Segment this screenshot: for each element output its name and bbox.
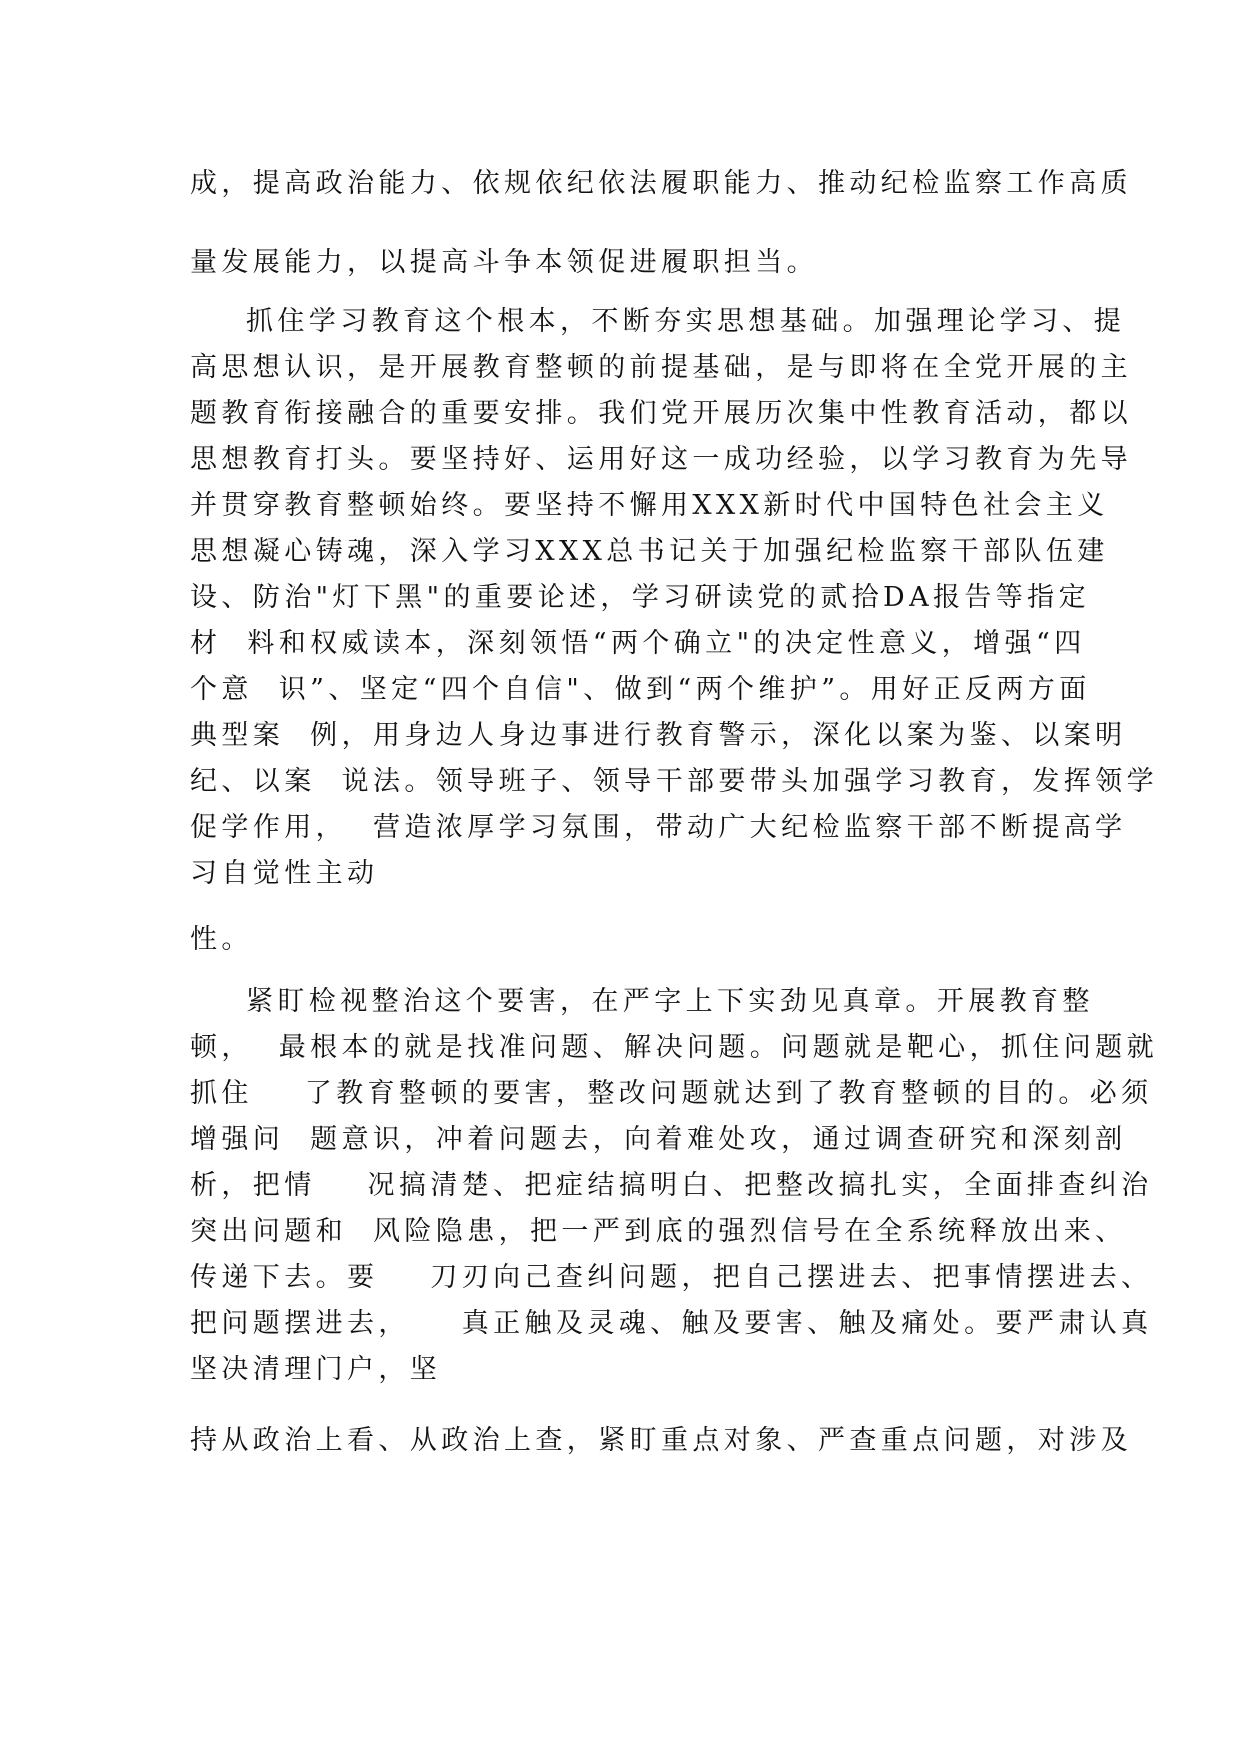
text-line: 纪、以案 说法。领导班子、领导干部要带头加强学习教育，发挥领学 [190,766,1158,797]
text-line: 思想凝心铸魂，深入学习XXX总书记关于加强纪检监察干部队伍建 [190,536,1109,567]
text-line: 量发展能力，以提高斗争本领促进履职担当。 [190,247,818,278]
text-line: 材 料和权威读本，深刻领悟“两个确立"的决定性意义，增强“四 [190,628,1086,659]
text-line: 把问题摆进去， 真正触及灵魂、触及要害、触及痛处。要严肃认真 [190,1308,1153,1339]
text-line: 并贯穿教育整顿始终。要坚持不懈用XXX新时代中国特色社会主义 [190,490,1109,521]
text-line: 抓住 了教育整顿的要害，整改问题就达到了教育整顿的目的。必须 [190,1078,1153,1109]
text-line: 典型案 例，用身边人身边事进行教育警示，深化以案为鉴、以案明 [190,720,1127,751]
text-line: 习自觉性主动 [190,858,379,889]
text-line: 个意 识”、坚定“四个自信"、做到“两个维护”。用好正反两方面 [190,674,1091,705]
text-line: 突出问题和 风险隐患，把一严到底的强烈信号在全系统释放出来、 [190,1216,1127,1247]
text-line: 增强问 题意识，冲着问题去，向着难处攻，通过调查研究和深刻剖 [190,1124,1127,1155]
text-line: 设、防治"灯下黑"的重要论述，学习研读党的贰拾DA报告等指定 [190,582,1090,613]
text-line: 成，提高政治能力、依规依纪依法履职能力、推动纪检监察工作高质 [190,168,1132,199]
paragraph-first-line: 紧盯检视整治这个要害，在严字上下实劲见真章。开展教育整 [246,986,1094,1017]
text-line: 传递下去。要 刀刃向己查纠问题，把自己摆进去、把事情摆进去、 [190,1262,1153,1293]
text-line: 题教育衔接融合的重要安排。我们党开展历次集中性教育活动，都以 [190,398,1132,429]
paragraph-first-line: 抓住学习教育这个根本，不断夯实思想基础。加强理论学习、提 [246,306,1126,337]
text-line: 思想教育打头。要坚持好、运用好这一成功经验，以学习教育为先导 [190,444,1132,475]
text-line: 促学作用， 营造浓厚学习氛围，带动广大纪检监察干部不断提高学 [190,812,1127,843]
text-line: 坚决清理门户，坚 [190,1354,442,1385]
text-line: 性。 [190,924,253,955]
text-line: 析，把情 况搞清楚、把症结搞明白、把整改搞扎实，全面排查纠治 [190,1170,1153,1201]
text-line: 顿， 最根本的就是找准问题、解决问题。问题就是靶心，抓住问题就 [190,1032,1158,1063]
text-line: 高思想认识，是开展教育整顿的前提基础，是与即将在全党开展的主 [190,352,1132,383]
text-line: 持从政治上看、从政治上查，紧盯重点对象、严查重点问题，对涉及 [190,1425,1132,1456]
